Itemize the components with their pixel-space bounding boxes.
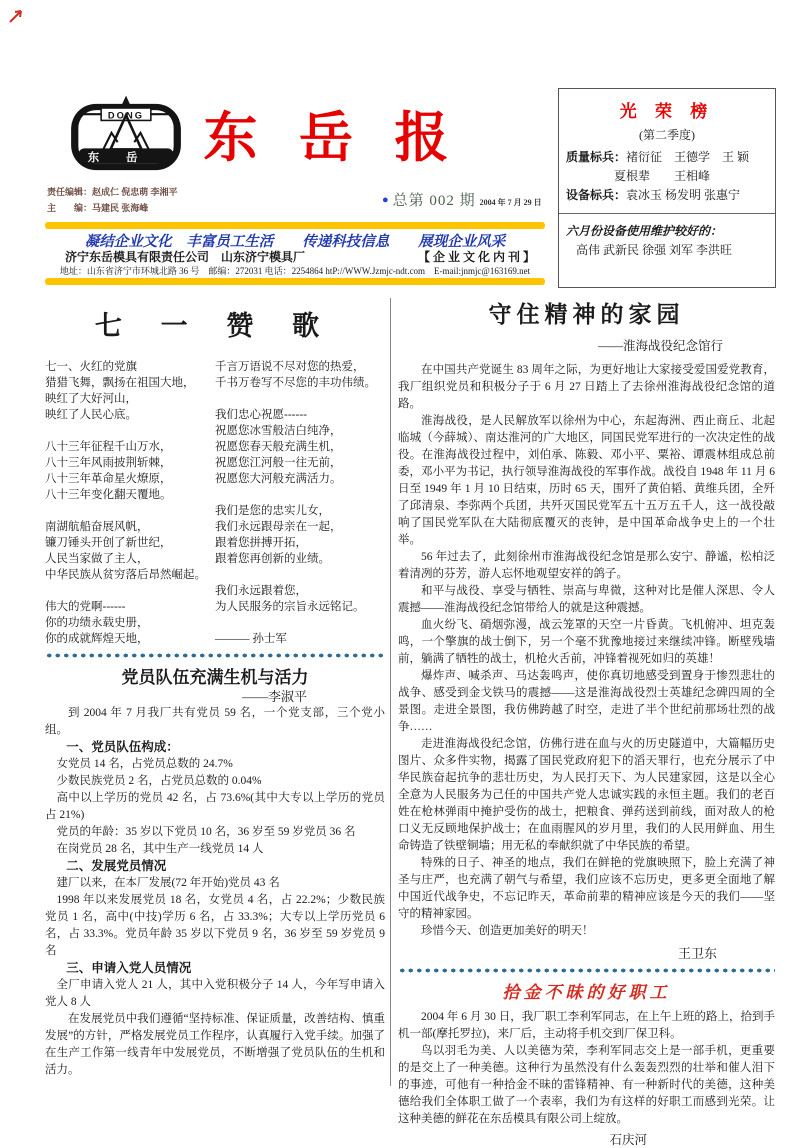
article-paragraph: 鸟以羽毛为美、人以美德为荣，李利军同志交上是一部手机，更重要的是交上了一种美德。这种行为虽然没有什么轰轰烈烈的壮举和催人泪下的事迹，可他有一种拾金不昧的雷锋精神、有一种新时代的美德，这种美德给我们全体职工做了一个表率，我们为有这样的好职工而感到光荣。让这种美德的鲜花在东岳模具有限公司上绽放。	[398, 1045, 775, 1125]
dotted-rule	[398, 967, 775, 974]
poem-line: 八十三年征程千山万水，	[45, 441, 172, 453]
article-paragraph: 全厂申请入党人 21 人，其中入党积极分子 14 人，今年写申请入党人 8 人	[45, 979, 385, 1008]
poem-line: 猎猎飞舞，飘扬在祖国大地，	[45, 377, 195, 389]
poem-title: 七 一 赞 歌	[94, 311, 336, 341]
article-paragraph: 二、发展党员情况	[66, 859, 167, 873]
poem-line: 我们永远跟着您，	[215, 585, 307, 597]
corner-arrow-mark	[8, 8, 24, 24]
quality-models-label: 质量标兵：	[566, 150, 627, 164]
poem-line: 南湖航船奋展风帆，	[45, 521, 149, 533]
poem-line: 映红了大好河山，	[45, 393, 137, 405]
honor-roll-title: 光 荣 榜	[619, 102, 715, 121]
article-paragraph: 在中国共产党诞生 83 周年之际，为更好地让大家接受爱国爱党教育，我厂组织党员和积极分子于 6 月 27 日踏上了去徐州淮海战役纪念馆的道路。	[398, 364, 775, 410]
poem-body	[45, 359, 385, 647]
poem-line: 伟大的党啊------	[45, 601, 126, 613]
poem-line: 你的成就辉煌天地，	[45, 633, 149, 645]
honor-roll-box	[558, 88, 776, 288]
logo-top-text: DONG	[107, 110, 145, 121]
poem-line: 我们是您的忠实儿女，	[215, 505, 330, 517]
yellow-rule-top	[45, 222, 545, 229]
article-paragraph: 高中以上学历的党员 42 名，占 73.6%(其中大专以上学历的党员占 21%)	[45, 792, 385, 821]
spirit-article-body	[398, 362, 775, 940]
equipment-models-line	[566, 186, 768, 205]
poem-line: 祝愿您大河般充满活力。	[215, 473, 342, 485]
article-paragraph: 血火纷飞、硝烟弥漫，战云笼罩的天空一片昏黄。飞机俯冲、坦克轰鸣，一个擎旗的战士倒下，另一个毫不犹豫地接过来继续冲锋。断壁残墙前，躺满了牺牲的战士，机枪火舌前，冲锋着视死如归的英雄！	[398, 619, 775, 665]
article-paragraph: 2004 年 6 月 30 日，我厂职工李利军同志，在上午上班的路上，拾到手机一部(摩托罗拉)，来厂后，主动将手机交到厂保卫科。	[398, 1011, 775, 1040]
poem-line: 祝愿您春天般充满生机，	[215, 441, 342, 453]
address-line: 地址：山东省济宁市环城北路 36 号 邮编：272031 电话：2254864 htP://WWW.Jzmjc-ndt.com E-mail:jnmjc@163169.net	[59, 266, 531, 276]
poem-line	[215, 487, 385, 503]
poem-line: 人民当家做了主人，	[45, 553, 149, 565]
poem-line: 我们忠心祝愿------	[215, 409, 307, 421]
poem-line: ——— 孙士军	[215, 633, 287, 645]
poem-line	[45, 583, 215, 599]
poem-column-2	[215, 359, 385, 647]
article-paragraph: 和平与战役、享受与牺牲、崇高与卑微，这种对比是催人深思、令人震撼——淮海战役纪念馆带给人的就是这种震撼。	[398, 585, 775, 614]
spirit-article-title: 守住精神的家园	[488, 302, 685, 327]
honor-box-divider	[559, 213, 775, 214]
poem-line: 为人民服务的宗旨永远铭记。	[215, 601, 365, 613]
editors-block	[47, 184, 178, 216]
poem-line: 七一、火红的党旗	[45, 361, 137, 373]
internal-publication-label: 【 企 业 文 化 内 刊 】	[417, 250, 535, 264]
issue-date: 2004 年 7 月 29 日	[479, 198, 542, 207]
poem-line: 千书万卷写不尽您的丰功伟绩。	[215, 377, 376, 389]
quality-models-names2: 夏根辈 王相峰	[614, 169, 711, 183]
article-paragraph: 特殊的日子、神圣的地点，我们在鲜艳的党旗映照下，脸上充满了神圣与庄严，也充满了朝气与希望，我们应该不忘历史，更多更全面地了解中国近代战争史，不忘记昨天，革命前辈的精神应该是今天的我们——坚守的精神家园。	[398, 857, 775, 920]
party-article-author: ——李淑平	[241, 689, 307, 704]
poem-line: 镰刀锤头开创了新世纪，	[45, 537, 172, 549]
poem-line: 祝愿您冰雪般洁白纯净，	[215, 425, 342, 437]
left-column	[45, 300, 385, 1079]
editors-line2: 主 编：马建民 张海峰	[47, 203, 149, 213]
poem-line: 祝愿您江河般一往无前，	[215, 457, 342, 469]
party-article-title: 党员队伍充满生机与活力	[121, 668, 309, 687]
poem-line: 千言万语说不尽对您的热爱，	[215, 361, 365, 373]
article-paragraph: 淮海战役，是人民解放军以徐州为中心，东起海洲、西止商丘、北起临城（今薛城）、南达淮河的广大地区，同国民党军进行的一次决定性的战役。在淮海战役过程中，刘伯承、陈毅、邓小平、粟裕、谭震林组成总前委，邓小平为书记，执行领导淮海战役的军事作战。战役自 1948 年 11 月 6 日至 1949 年 1 月 10 日结束，历时 65 天，围歼了黄伯韬、黄维兵团，全歼了邱清泉、李弥两个兵团，共歼灭国民党军五十五万五千人，这一战役敲响了国民党军队在大陆彻底覆灭的丧钟，是中国革命战争史上的一个壮举。	[398, 415, 775, 546]
poem-line: 八十三年革命星火燎原，	[45, 473, 172, 485]
poem-line: 我们永远跟母亲在一起，	[215, 521, 342, 533]
article-paragraph: 女党员 14 名，占党员总数的 24.7%	[56, 758, 233, 770]
article-paragraph: 56 年过去了，此刻徐州市淮海战役纪念馆是那么安宁、静谧，松柏泛着清冽的芬芳，游人忘怀地观望安祥的鸽子。	[398, 551, 775, 580]
poem-line: 中华民族从贫穷落后昂然崛起。	[45, 569, 206, 581]
poem-line: 你的功绩永载史册，	[45, 617, 149, 629]
quality-models-names1: 褚衍征 王德学 王 颖	[626, 150, 750, 164]
issue-bullet-icon: ●	[382, 194, 389, 206]
poem-line	[45, 503, 215, 519]
gold-article-signature: 石庆河	[609, 1133, 647, 1147]
article-paragraph: 走进淮海战役纪念馆，仿佛行进在血与火的历史隧道中，大篇幅历史图片、众多件实物，揭露了国民党政府犯下的滔天罪行，也充分展示了中华民族奋起抗争的悲壮历史，为人民打天下、为人民建家园，这是以全心全意为人民服务为己任的中国共产党人忠诚实践的永恒主题。我们的老百姓在枪林弹雨中掩护受伤的战士，把粮食、弹药送到前线，面对敌人的枪口义无反顾地保护战士；在血雨腥风的岁月里，我们的人民用鲜血、用生命铸造了铁壁铜墙；用无私的奉献织就了中华民族的希望。	[398, 738, 775, 852]
party-article-body	[45, 705, 385, 1079]
company-names: 济宁东岳模具有限责任公司 山东济宁模具厂	[65, 250, 306, 264]
equipment-models-label: 设备标兵：	[566, 188, 627, 202]
logo-bottom-text: 东岳	[87, 151, 165, 164]
article-paragraph: 三、申请入党人员情况	[66, 961, 192, 975]
spirit-article-subtitle: ——淮海战役纪念馆行	[597, 339, 723, 353]
gold-article-title: 拾金不昧的好职工	[502, 983, 671, 1002]
column-divider	[390, 298, 391, 1086]
article-paragraph: 爆炸声、喊杀声、马达轰鸣声，使你真切地感受到置身于惨烈悲壮的战争、感受到金戈铁马的震撼——这是淮海战役烈士英雄纪念碑四周的全景图。走进全景图，我仿佛跨越了时空，走进了半个世纪前那场壮烈的战争……	[398, 670, 775, 733]
honor-roll-subtitle: (第二季度)	[639, 128, 695, 142]
poem-line: 映红了人民心底。	[45, 409, 137, 421]
article-paragraph: 1998 年以来发展党员 18 名，女党员 4 名，占 22.2%；少数民族党员 1 名，高中(中技)学历 6 名，占 33.3%；大专以上学历党员 6 名，占 33.3%。党员年龄 35 岁以下党员 9 名，36 岁至 59 岁党员 9 名	[45, 894, 385, 957]
poem-column-1	[45, 359, 215, 647]
quality-models-line	[566, 148, 768, 167]
article-paragraph: 建厂以来，在本厂发展(72 年开始)党员 43 名	[56, 877, 280, 889]
poem-line	[215, 391, 385, 407]
yellow-rule-bottom	[45, 278, 545, 285]
dotted-rule	[45, 652, 385, 659]
issue-number: 总第 002 期	[392, 193, 476, 209]
paper-title: 东 岳 报	[203, 108, 463, 168]
june-maintenance-title: 六月份设备使用维护较好的：	[566, 224, 723, 238]
right-column	[398, 296, 775, 1148]
masthead-slogan: 凝结企业文化 丰富员工生活 传递科技信息 展现企业风采	[84, 234, 506, 250]
poem-line: 八十三年变化翻天覆地。	[45, 489, 172, 501]
article-paragraph: 在岗党员 28 名，其中生产一线党员 14 人	[56, 843, 264, 855]
gold-article-body	[398, 1009, 775, 1128]
issue-line	[382, 189, 542, 210]
spirit-article-signature: 王卫东	[677, 946, 717, 961]
june-maintenance-names: 高伟 武新民 徐强 刘军 李洪旺	[576, 243, 733, 257]
article-paragraph: 一、党员队伍构成：	[66, 740, 179, 754]
poem-line	[215, 567, 385, 583]
article-paragraph: 珍惜今天、创造更加美好的明天！	[421, 925, 594, 937]
company-row	[45, 248, 545, 265]
editors-line1: 责任编辑：赵成仁 倪忠萌 李湘平	[47, 187, 178, 197]
article-paragraph: 在发展党员中我们遵循“坚持标准、保证质量，改善结构、慎重发展”的方针，严格发展党员工作程序，认真履行入党手续。加强了在生产工作第一线青年中发展党员，不断增强了党员队伍的生机和活力。	[45, 1013, 385, 1076]
article-paragraph: 党员的年龄：35 岁以下党员 10 名，36 岁至 59 岁党员 36 名	[56, 826, 356, 838]
poem-line: 跟着您再创新的业绩。	[215, 553, 330, 565]
poem-line	[215, 615, 385, 631]
poem-line	[45, 423, 215, 439]
dongyue-logo-icon	[68, 94, 184, 180]
equipment-models-names: 袁冰玉 杨发明 张惠宁	[626, 188, 741, 202]
poem-line: 八十三年风雨披荆斩棘，	[45, 457, 172, 469]
poem-line: 跟着您拼搏开拓，	[215, 537, 307, 549]
article-paragraph: 到 2004 年 7 月我厂共有党员 59 名，一个党支部，三个党小组。	[45, 707, 385, 736]
article-paragraph: 少数民族党员 2 名，占党员总数的 0.04%	[56, 775, 262, 787]
